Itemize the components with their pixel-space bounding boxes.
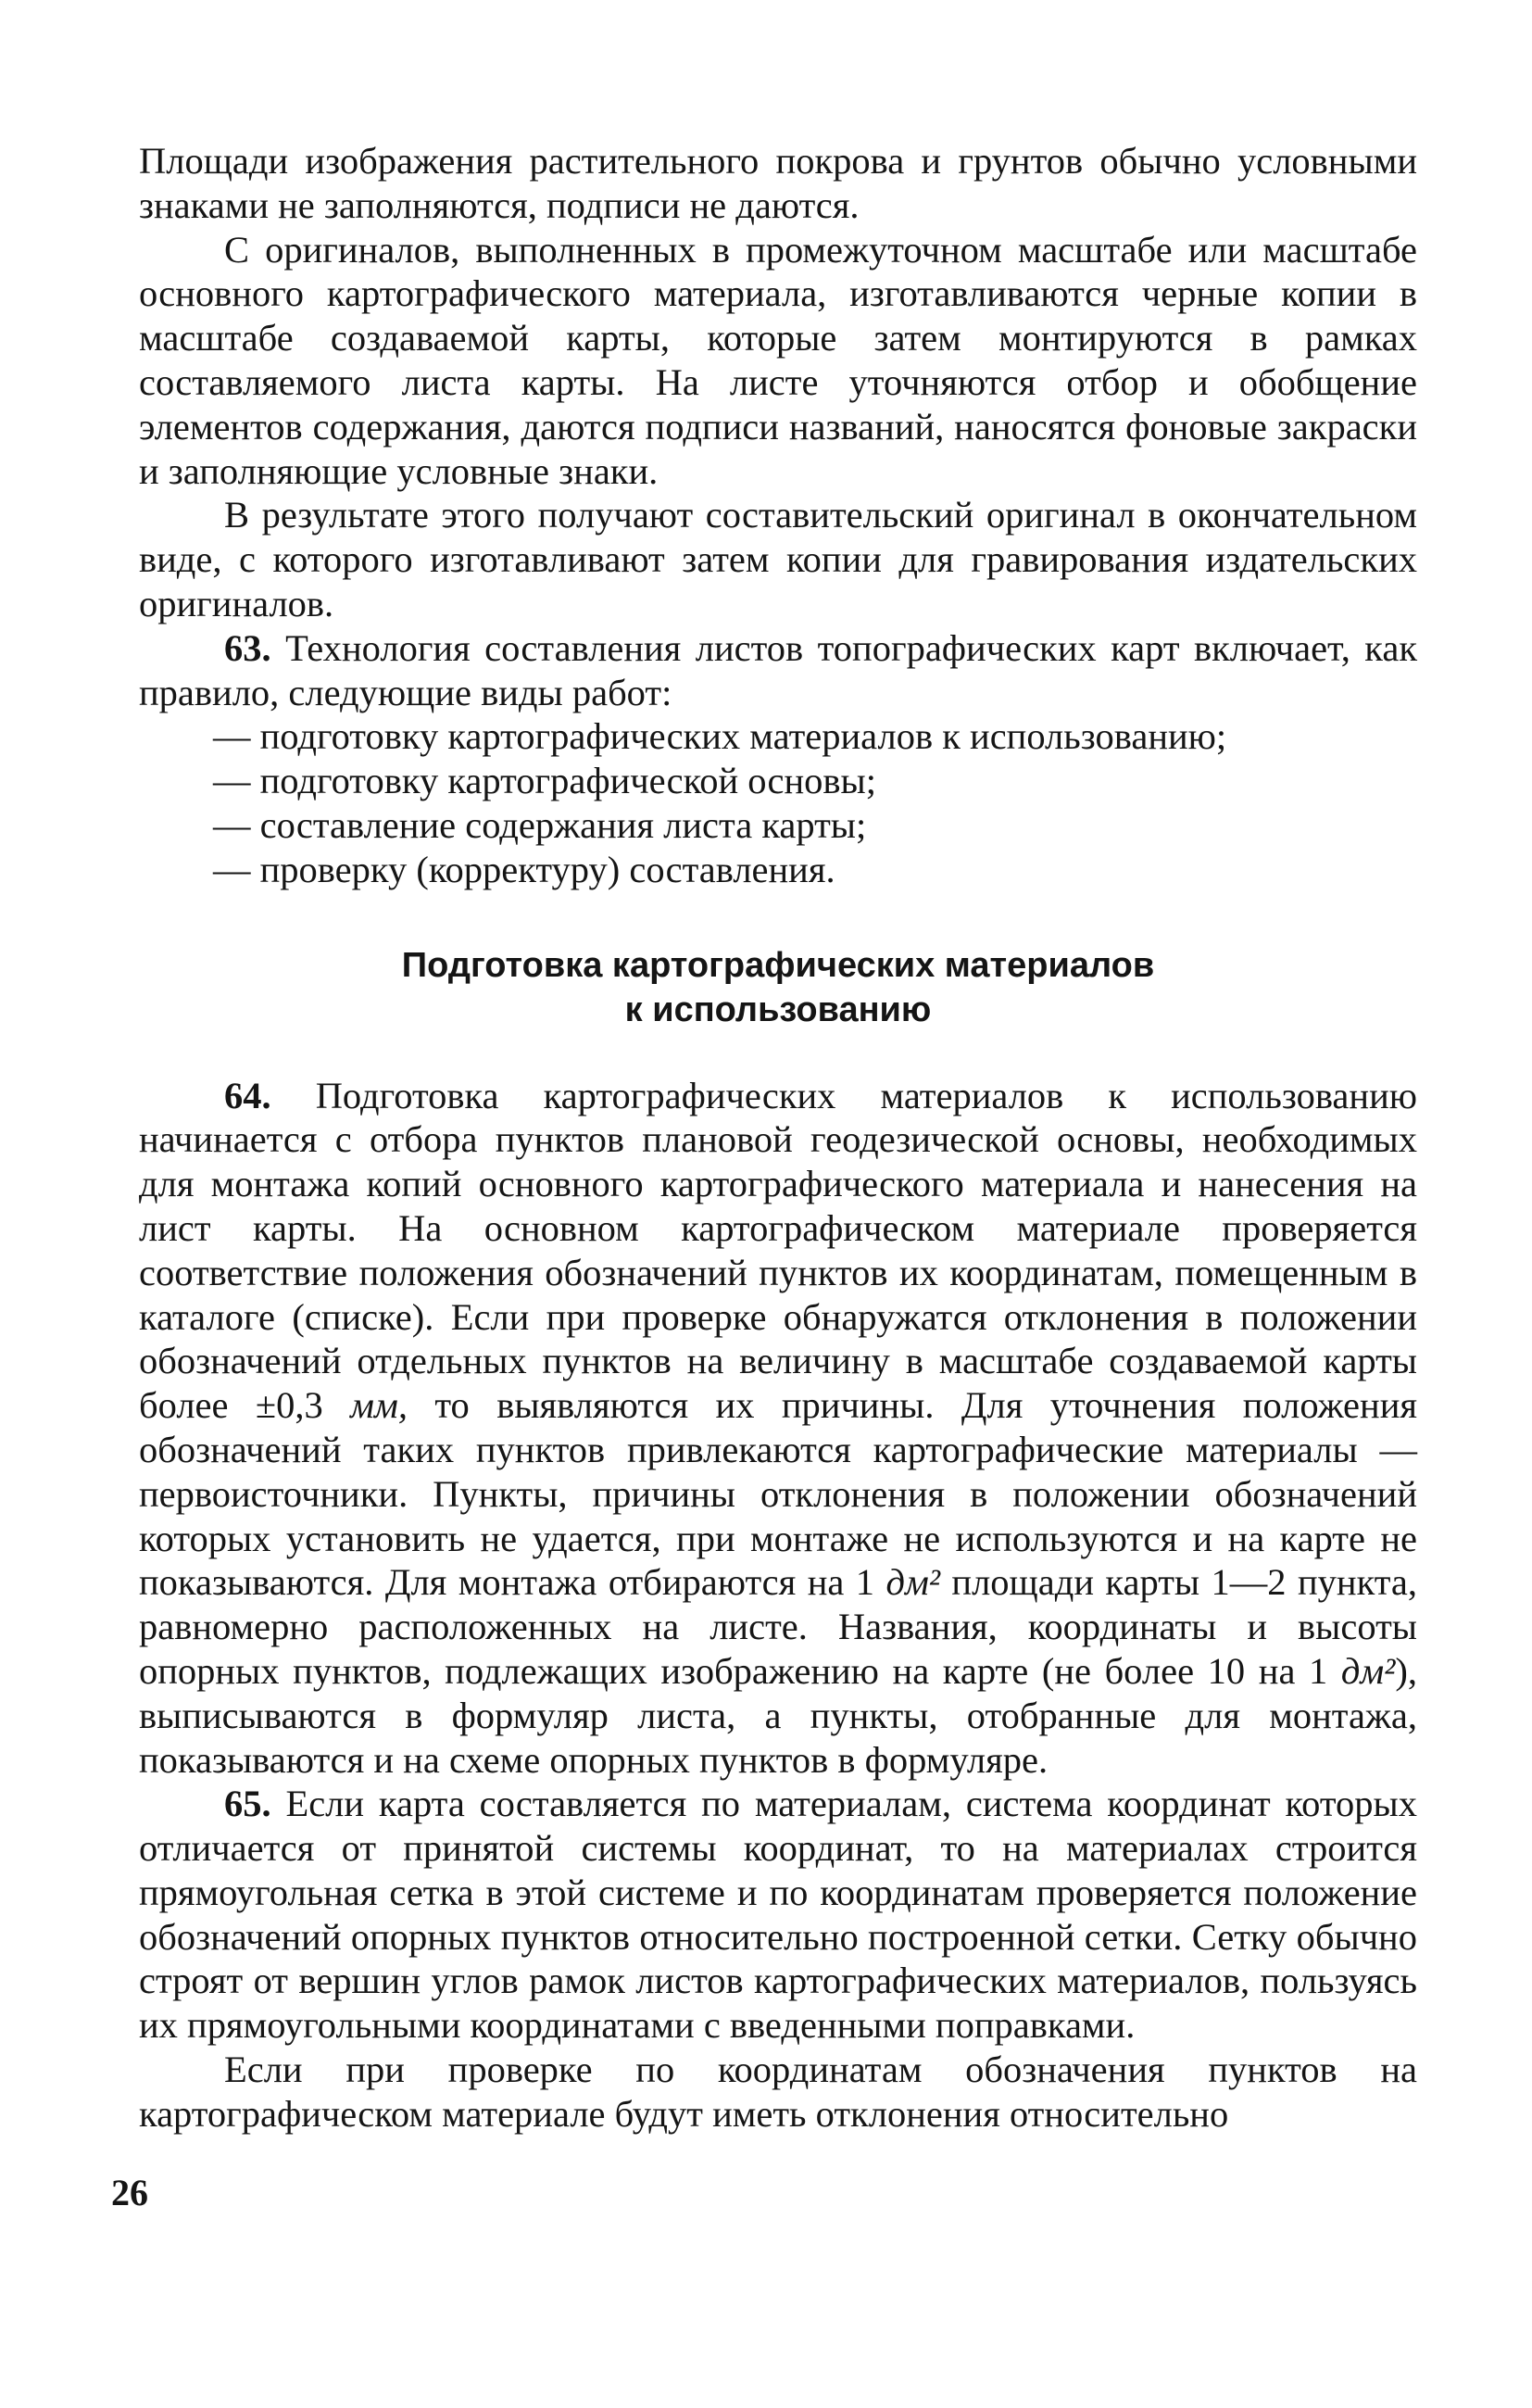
- item-64-text-c: площади карты 1—2 пункта, равномерно расположенных на листе. Названия, координаты и высоты опорных пунктов, подлежащих изображению на карте (не более 10 на 1: [139, 1561, 1418, 1692]
- section-heading-line-2: к использованию: [624, 990, 932, 1029]
- list-item: — составление содержания листа карты;: [213, 803, 867, 846]
- list-item: — подготовку картографических материалов к использованию;: [213, 715, 1227, 758]
- item-64-unit-mm: мм,: [350, 1384, 408, 1427]
- paragraph-result: В результате этого получают составительский оригинал в окончательном виде, с которого изготавливают затем копии для гравирования издательских оригиналов.: [139, 494, 1417, 624]
- paragraph-item-65: [139, 1782, 1417, 2048]
- list-item: — проверку (корректуру) составления.: [213, 848, 835, 890]
- paragraph-originals: С оригиналов, выполненных в промежуточном масштабе или масштабе основного картографического материала, изготавливаются черные копии в масштабе создаваемой карты, которые затем монтируются в рамках составляемого листа карты. На листе уточняются отбор и обобщение элементов содержания, даются подписи названий, наносятся фоновые закраски и заполняющие условные знаки.: [139, 228, 1417, 492]
- item-64-unit-dm2-b: дм²: [1340, 1649, 1396, 1692]
- work-types-list: [139, 714, 1417, 891]
- item-63-text: Технология составления листов топографических карт включает, как правило, следующие виды работ:: [139, 626, 1417, 713]
- paragraph-item-64: [139, 1074, 1417, 1783]
- item-64-text-d: ), выписываются в формуляр листа, а пункты, отобранные для монтажа, показываются и на схеме опорных пунктов в формуляре.: [139, 1649, 1417, 1781]
- document-page: [139, 139, 1417, 2137]
- section-heading-line-1: Подготовка картографических материалов: [401, 945, 1155, 985]
- item-64-text-b: то выявляются их причины. Для уточнения положения обозначений таких пунктов привлекаются картографические материалы — первоисточники. Пункты, причины отклонения в положении обозначений которых установить не удается, при монтаже не используются и на карте не показываются. Для монтажа отбираются на 1: [139, 1384, 1418, 1604]
- page-number: 26: [111, 2172, 148, 2213]
- item-64-number: 64.: [224, 1074, 271, 1116]
- list-item: — подготовку картографической основы;: [213, 760, 876, 802]
- item-63-number: 63.: [224, 626, 271, 669]
- item-64-text-a: Подготовка картографических материалов к использованию начинается с отбора пунктов плановой геодезической основы, необходимых для монтажа копий основного картографического материала и нанесения на лист карты. На основном картографическом материале проверяется соответствие положения обозначений пунктов их координатам, помещенным в каталоге (списке). Если при проверке обнаружатся отклонения в положении обозначений отдельных пунктов на величину в масштабе создаваемой карты более ±0,3: [139, 1074, 1417, 1427]
- item-65-number: 65.: [224, 1783, 271, 1825]
- item-64-unit-dm2-a: дм²: [885, 1561, 940, 1604]
- item-65-text: Если карта составляется по материалам, система координат которых отличается от принятой системы координат, то на материалах строится прямоугольная сетка в этой системе и по координатам проверяется положение обозначений опорных пунктов относительно построенной сетки. Сетку обычно строят от вершин углов рамок листов картографических материалов, пользуясь их прямоугольными координатами с введенными поправками.: [139, 1783, 1418, 2047]
- paragraph-item-63: [139, 626, 1417, 715]
- section-heading: [139, 943, 1417, 1032]
- paragraph-last: Если при проверке по координатам обозначения пунктов на картографическом материале будут иметь отклонения относительно: [139, 2049, 1417, 2135]
- paragraph-vegetation: Площади изображения растительного покрова и грунтов обычно условными знаками не заполняются, подписи не даются.: [139, 140, 1417, 226]
